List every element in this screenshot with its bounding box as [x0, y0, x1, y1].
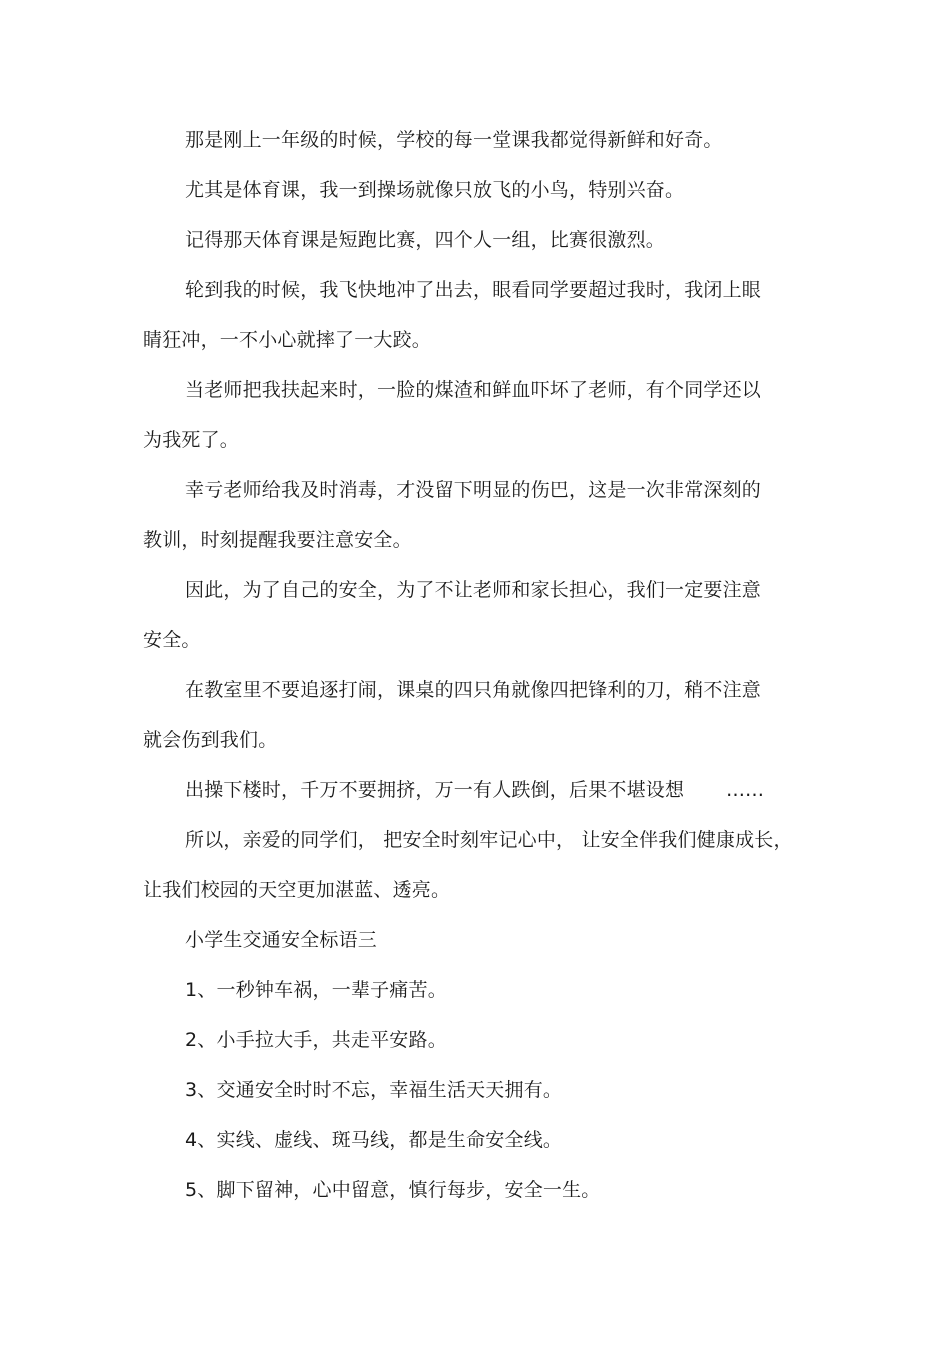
- paragraph-line: 那是刚上一年级的时候，学校的每一堂课我都觉得新鲜和好奇。: [185, 129, 723, 151]
- paragraph-line: 因此，为了自己的安全，为了不让老师和家长担心，我们一定要注意: [185, 579, 762, 601]
- paragraph-line: 就会伤到我们。: [143, 729, 278, 751]
- slogan-item: 4、实线、虚线、斑马线，都是生命安全线。: [185, 1129, 563, 1151]
- paragraph-line: 轮到我的时候，我飞快地冲了出去，眼看同学要超过我时，我闭上眼: [185, 279, 762, 301]
- slogan-item: 1、一秒钟车祸，一辈子痛苦。: [185, 979, 447, 1001]
- slogan-item: 5、脚下留神，心中留意，慎行每步，安全一生。: [185, 1179, 601, 1201]
- paragraph-line: 让我们校园的天空更加湛蓝、透亮。: [143, 879, 451, 901]
- paragraph-line: 教训，时刻提醒我要注意安全。: [143, 529, 412, 551]
- paragraph-line: 所以，亲爱的同学们， 把安全时刻牢记心中， 让安全伴我们健康成长，: [185, 829, 793, 851]
- paragraph-line: 睛狂冲，一不小心就摔了一大跤。: [143, 329, 432, 351]
- slogan-item: 3、交通安全时时不忘，幸福生活天天拥有。: [185, 1079, 563, 1101]
- paragraph-line: 出操下楼时，千万不要拥挤，万一有人跌倒，后果不堪设想: [185, 779, 685, 801]
- paragraph-line: 尤其是体育课，我一到操场就像只放飞的小鸟，特别兴奋。: [185, 179, 685, 201]
- slogan-item: 2、小手拉大手，共走平安路。: [185, 1029, 447, 1051]
- paragraph-line: 幸亏老师给我及时消毒，才没留下明显的伤巴，这是一次非常深刻的: [185, 479, 762, 501]
- ellipsis-mark: ……: [726, 779, 764, 801]
- paragraph-line: 在教室里不要追逐打闹，课桌的四只角就像四把锋利的刀，稍不注意: [185, 679, 762, 701]
- paragraph-line: 当老师把我扶起来时，一脸的煤渣和鲜血吓坏了老师，有个同学还以: [185, 379, 762, 401]
- paragraph-line: 安全。: [143, 629, 201, 651]
- paragraph-line: 记得那天体育课是短跑比赛，四个人一组，比赛很激烈。: [185, 229, 666, 251]
- paragraph-line: 为我死了。: [143, 429, 240, 451]
- section-heading: 小学生交通安全标语三: [185, 929, 378, 951]
